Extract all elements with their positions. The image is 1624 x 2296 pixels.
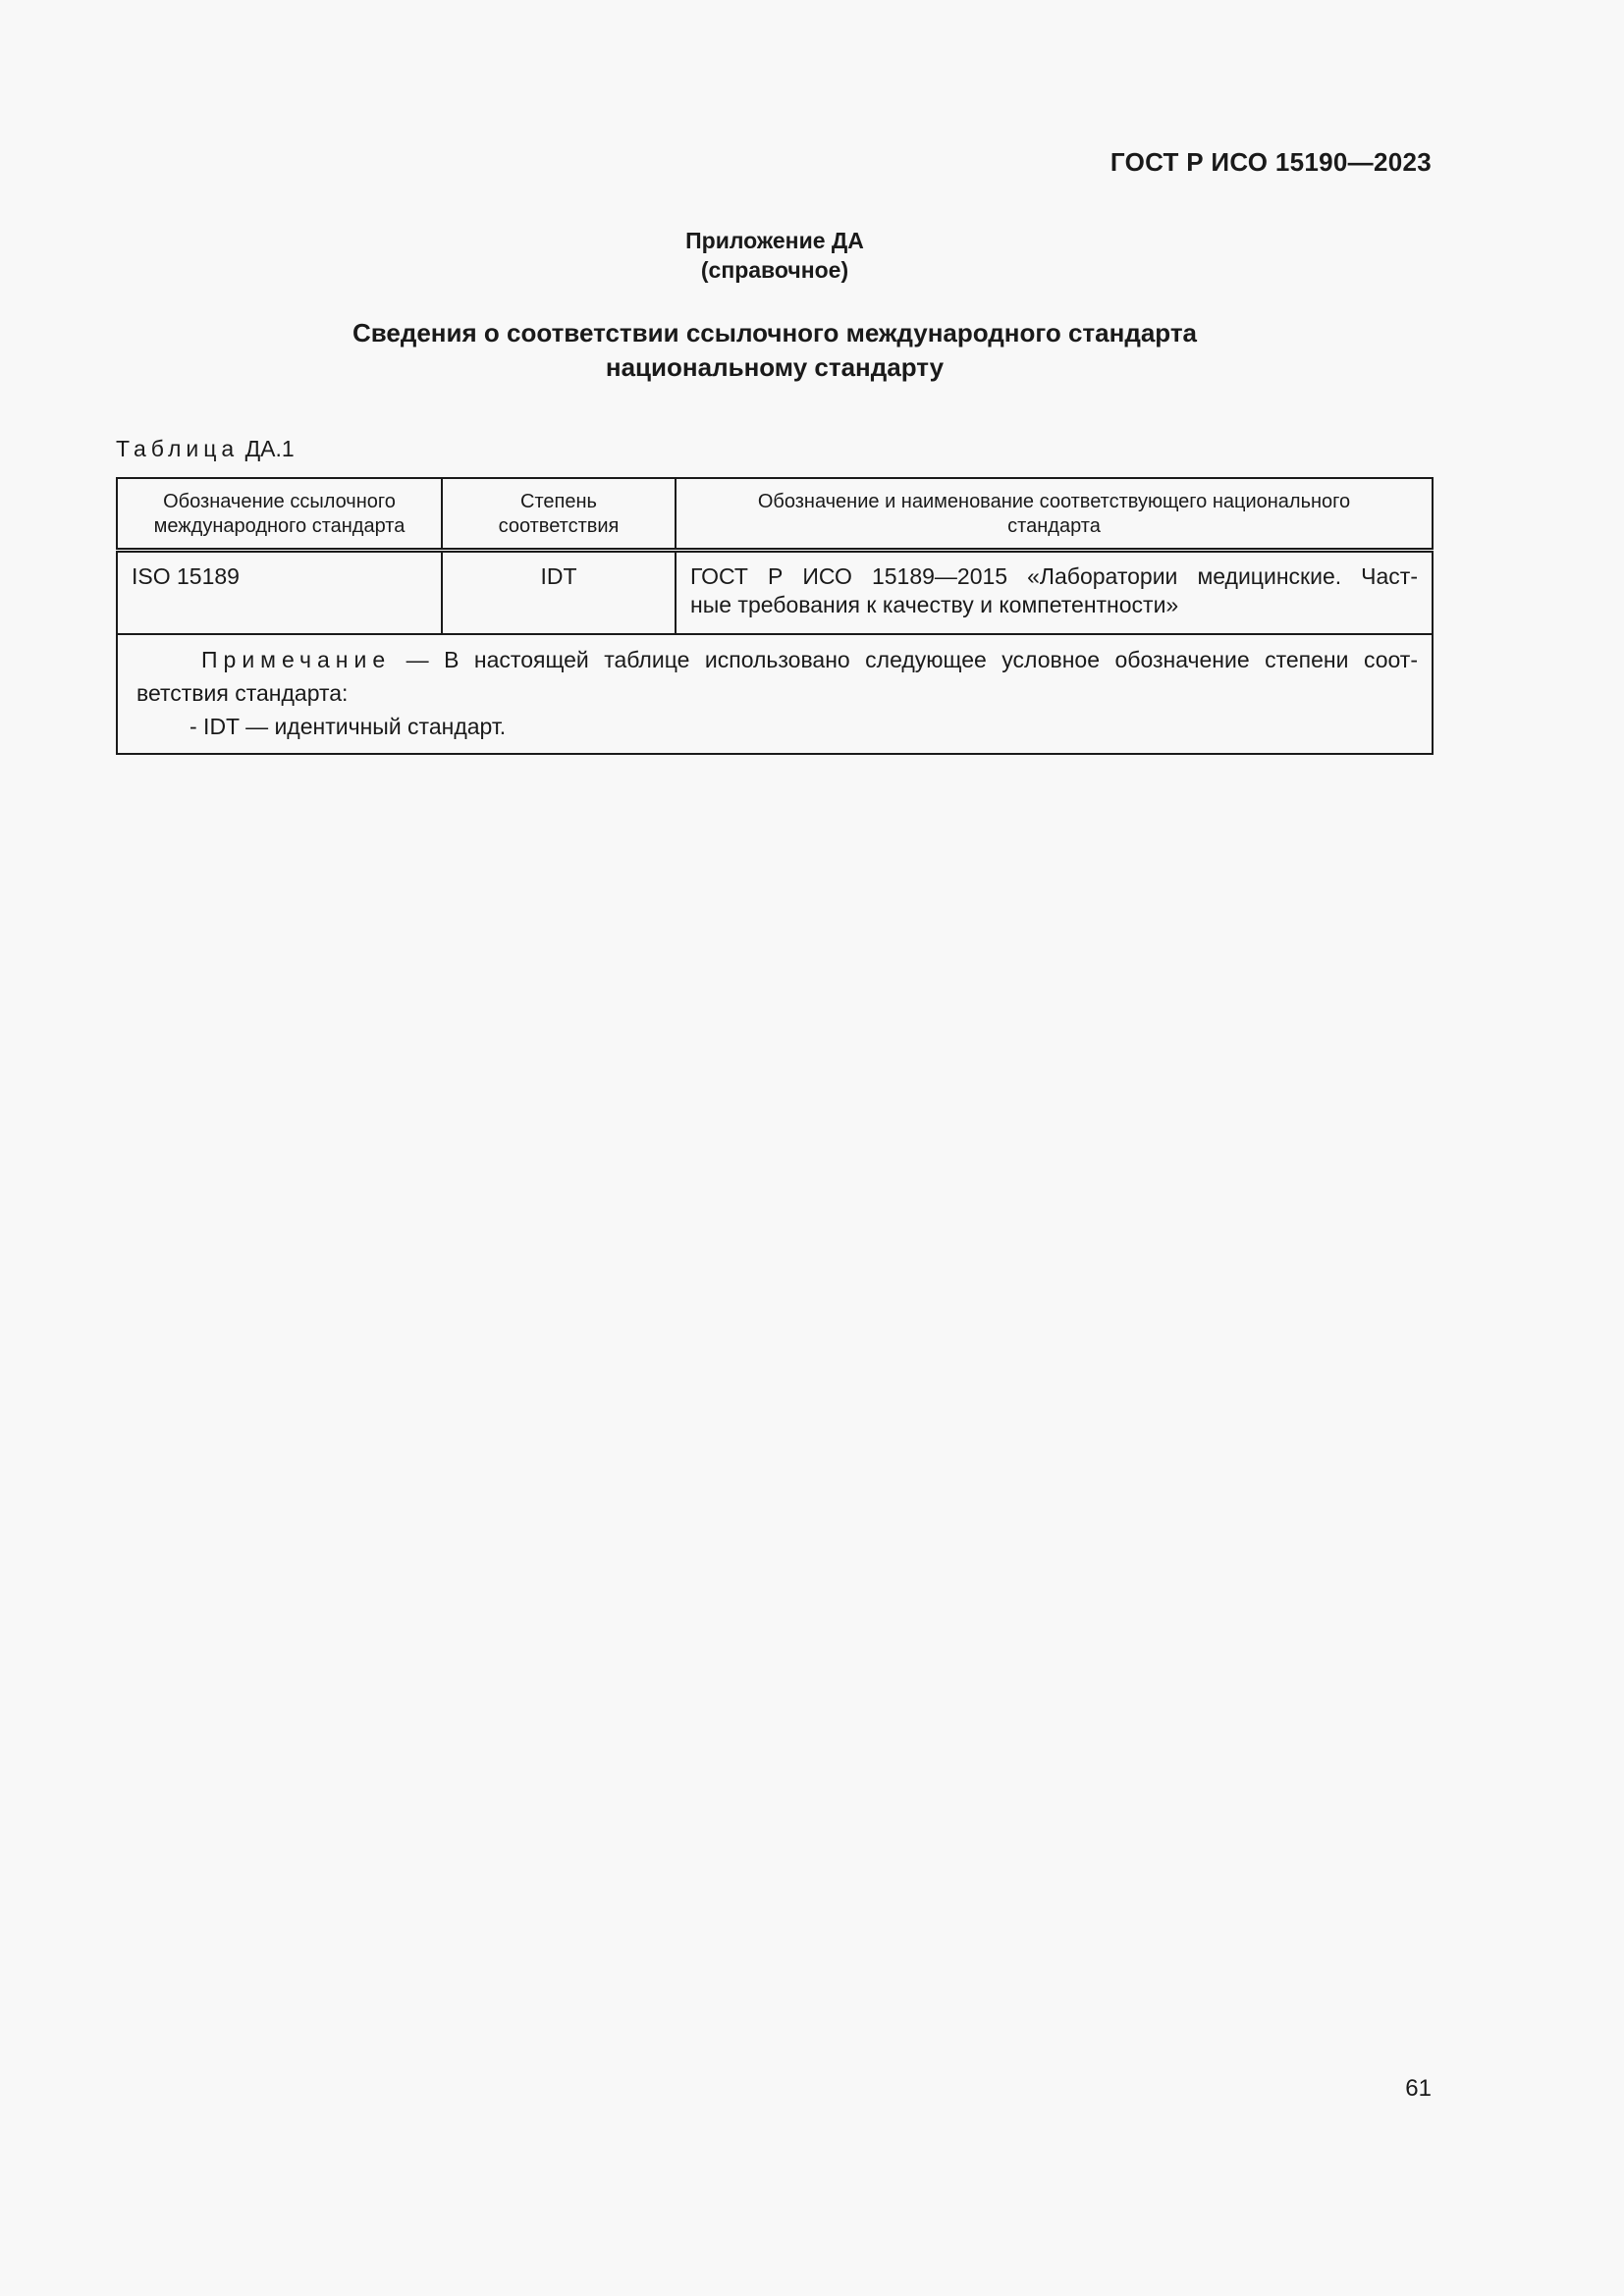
table-note-row	[117, 634, 1433, 754]
section-title-line-2: национальному стандарту	[605, 352, 945, 382]
table-header-row	[117, 478, 1433, 551]
note-text-line-2: ветствия стандарта:	[136, 680, 349, 706]
correspondence-table	[116, 477, 1434, 755]
header-reference-line-1: Обозначение ссылочного	[163, 491, 396, 512]
header-national-line-2: стандарта	[1007, 515, 1101, 537]
page-number: 61	[1405, 2075, 1432, 2102]
note-label: Примечание	[201, 647, 392, 672]
appendix-heading	[0, 226, 1549, 285]
table-caption	[116, 436, 295, 462]
table-caption-label: Таблица	[116, 436, 240, 461]
table-note	[117, 634, 1433, 754]
section-title	[0, 316, 1549, 385]
section-title-line-1: Сведения о соответствии ссылочного международного стандарта	[352, 318, 1198, 347]
note-text-line-1: — В настоящей таблице использовано следующее условное обозначение степени соот-	[391, 647, 1418, 672]
note-line-1	[154, 643, 1418, 676]
cell-national-line-2: ные требования к качеству и компетентности»	[690, 592, 1179, 617]
document-id: ГОСТ Р ИСО 15190—2023	[1110, 147, 1432, 177]
appendix-subtitle: (справочное)	[700, 257, 849, 283]
cell-national-line-1: ГОСТ Р ИСО 15189—2015 «Лаборатории медицинские. Част-	[690, 563, 1418, 589]
header-national-line-1: Обозначение и наименование соответствующего национального	[757, 491, 1351, 512]
header-reference-standard	[117, 478, 442, 551]
cell-reference: ISO 15189	[117, 551, 442, 635]
table-row	[117, 551, 1433, 635]
cell-national-standard	[676, 551, 1433, 635]
header-national-standard	[676, 478, 1433, 551]
header-degree-line-1: Степень	[520, 491, 597, 512]
table-caption-number: ДА.1	[244, 436, 295, 461]
note-bullet-item: - IDT — идентичный стандарт.	[189, 714, 507, 739]
header-degree	[442, 478, 676, 551]
appendix-title: Приложение ДА	[685, 228, 864, 253]
cell-degree: IDT	[442, 551, 676, 635]
header-degree-line-2: соответствия	[498, 515, 620, 537]
header-reference-line-2: международного стандарта	[153, 515, 406, 537]
